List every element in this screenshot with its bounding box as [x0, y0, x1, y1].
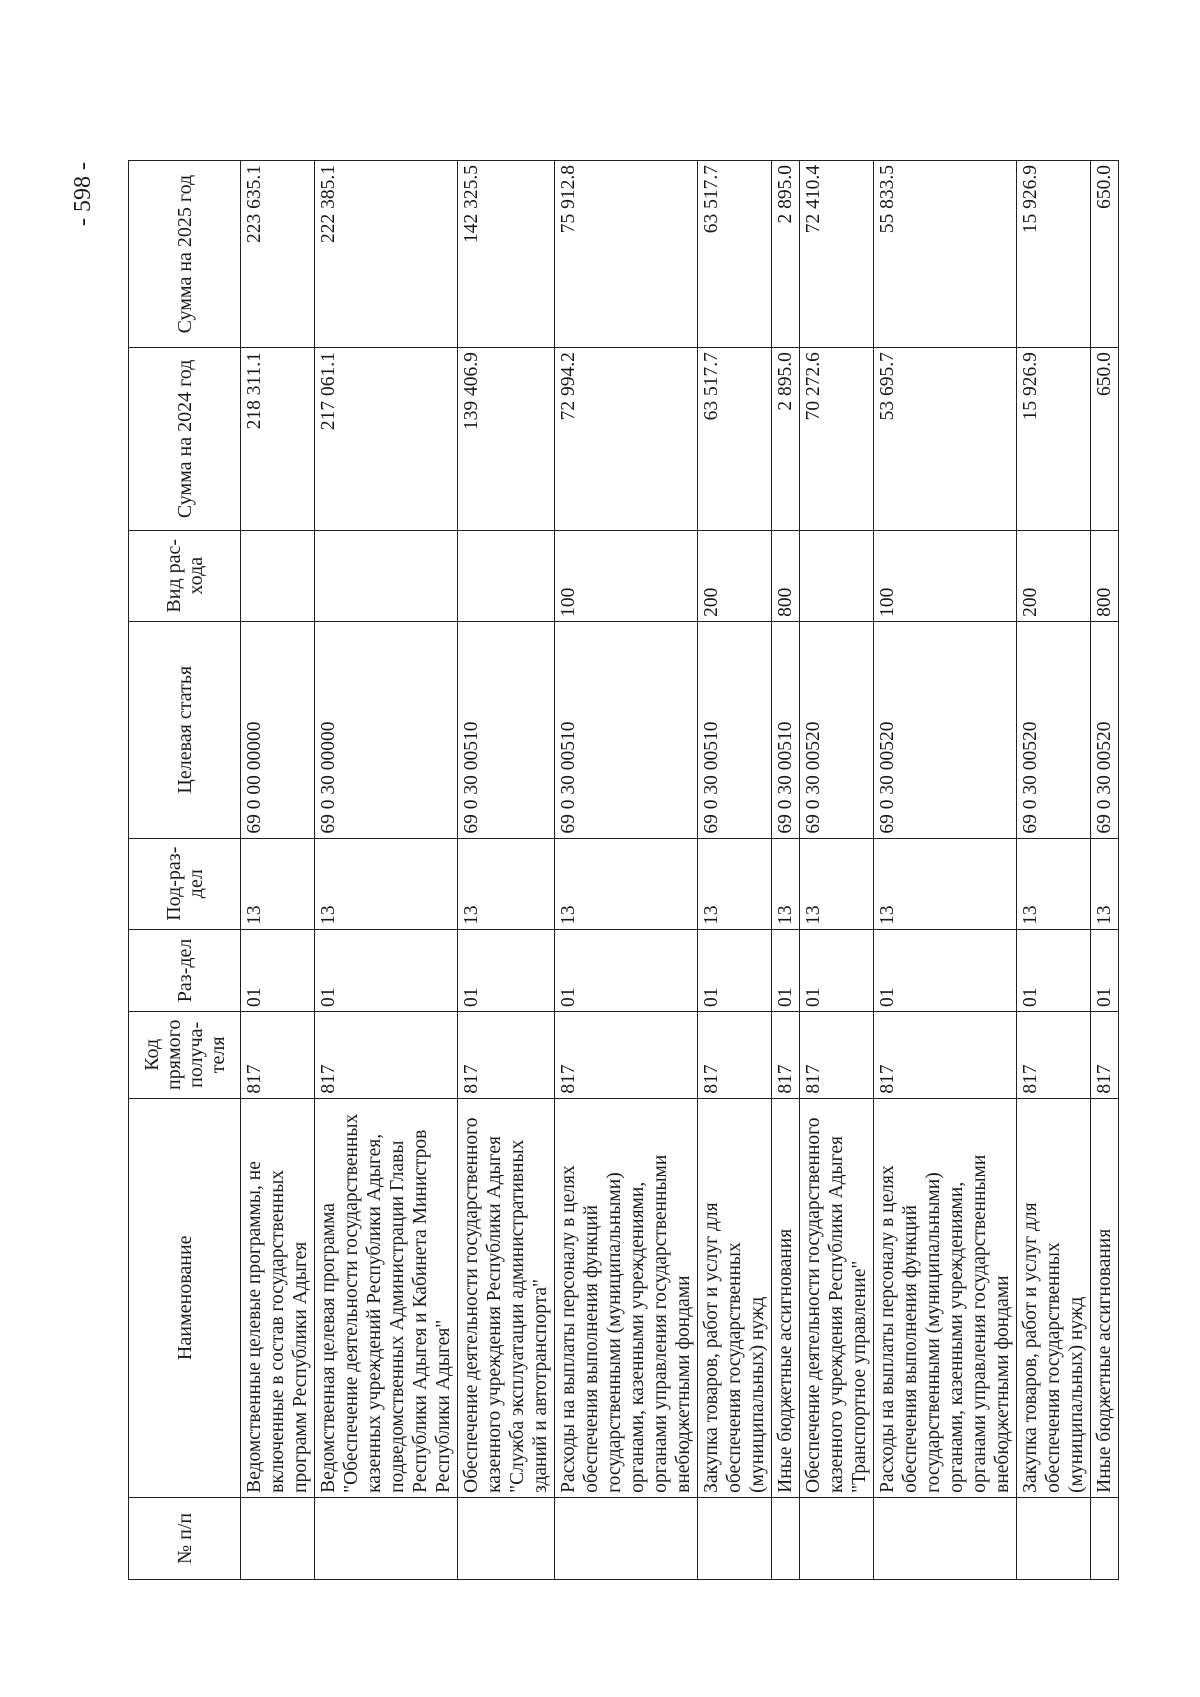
cell-vid: 800: [772, 530, 800, 621]
cell-kod: 817: [241, 1011, 315, 1098]
cell-no: [800, 1497, 874, 1579]
cell-no: [874, 1497, 1017, 1579]
cell-name: Обеспечение деятельности государственного казенного учреждения Республики Адыгея "Транспортное управление": [800, 1098, 874, 1497]
cell-name: Расходы на выплаты персоналу в целях обеспечения выполнения функций государственными (муниципальными) органами, казенными учреждениями, органами управления государственными внебюджетными фондами: [555, 1098, 698, 1497]
cell-vid: [458, 530, 555, 621]
cell-kod: 817: [458, 1011, 555, 1098]
table-row: [1091, 161, 1119, 1580]
cell-name: Расходы на выплаты персоналу в целях обеспечения выполнения функций государственными (муниципальными) органами, казенными учреждениями, органами управления государственными внебюджетными фондами: [874, 1098, 1017, 1497]
header-podrazdel: Под-раз-дел: [129, 838, 241, 929]
cell-kod: 817: [698, 1011, 772, 1098]
cell-no: [698, 1497, 772, 1579]
cell-vid: [800, 530, 874, 621]
table-row: [241, 161, 315, 1580]
cell-podrazdel: 13: [800, 838, 874, 929]
cell-razdel: 01: [772, 929, 800, 1011]
cell-celevaya: 69 0 00 00000: [241, 621, 315, 838]
cell-razdel: 01: [458, 929, 555, 1011]
table-header: [129, 161, 241, 1580]
cell-vid: 200: [1017, 530, 1091, 621]
header-vid: Вид рас-хода: [129, 530, 241, 621]
cell-kod: 817: [1017, 1011, 1091, 1098]
cell-razdel: 01: [1017, 929, 1091, 1011]
cell-podrazdel: 13: [458, 838, 555, 929]
header-kod: Код прямого получа-теля: [129, 1011, 241, 1098]
cell-celevaya: 69 0 30 00520: [1017, 621, 1091, 838]
cell-vid: [315, 530, 458, 621]
cell-name: Ведомственная целевая программа "Обеспечение деятельности государственных казенных учреждений Республики Адыгея, подведомственных Администрации Главы Республики Адыгея и Кабинета Министров Республики Адыгея": [315, 1098, 458, 1497]
cell-sum2024: 53 695.7: [874, 348, 1017, 531]
cell-celevaya: 69 0 30 00510: [698, 621, 772, 838]
cell-name: Иные бюджетные ассигнования: [1091, 1098, 1119, 1497]
cell-podrazdel: 13: [772, 838, 800, 929]
cell-no: [241, 1497, 315, 1579]
cell-kod: 817: [800, 1011, 874, 1098]
cell-sum2025: 55 833.5: [874, 161, 1017, 348]
cell-sum2024: 70 272.6: [800, 348, 874, 531]
table-body: [241, 161, 1119, 1580]
cell-celevaya: 69 0 30 00000: [315, 621, 458, 838]
cell-sum2024: 139 406.9: [458, 348, 555, 531]
table-row: [555, 161, 698, 1580]
cell-celevaya: 69 0 30 00510: [555, 621, 698, 838]
cell-razdel: 01: [1091, 929, 1119, 1011]
header-no: № п/п: [129, 1497, 241, 1579]
table-row: [772, 161, 800, 1580]
cell-podrazdel: 13: [1091, 838, 1119, 929]
cell-celevaya: 69 0 30 00520: [874, 621, 1017, 838]
cell-razdel: 01: [241, 929, 315, 1011]
header-razdel: Раз-дел: [129, 929, 241, 1011]
cell-sum2025: 63 517.7: [698, 161, 772, 348]
cell-kod: 817: [1091, 1011, 1119, 1098]
cell-kod: 817: [555, 1011, 698, 1098]
cell-no: [315, 1497, 458, 1579]
cell-razdel: 01: [800, 929, 874, 1011]
cell-name: Иные бюджетные ассигнования: [772, 1098, 800, 1497]
cell-no: [772, 1497, 800, 1579]
cell-sum2024: 72 994.2: [555, 348, 698, 531]
cell-sum2024: 218 311.1: [241, 348, 315, 531]
cell-podrazdel: 13: [874, 838, 1017, 929]
cell-celevaya: 69 0 30 00520: [1091, 621, 1119, 838]
cell-kod: 817: [874, 1011, 1017, 1098]
cell-celevaya: 69 0 30 00520: [800, 621, 874, 838]
cell-sum2024: 15 926.9: [1017, 348, 1091, 531]
cell-sum2025: 650.0: [1091, 161, 1119, 348]
header-sum2024: Сумма на 2024 год: [129, 348, 241, 531]
cell-name: Обеспечение деятельности государственного казенного учреждения Республики Адыгея "Служба эксплуатации административных зданий и автотранспорта": [458, 1098, 555, 1497]
cell-razdel: 01: [555, 929, 698, 1011]
cell-sum2024: 63 517.7: [698, 348, 772, 531]
cell-sum2025: 222 385.1: [315, 161, 458, 348]
cell-sum2024: 650.0: [1091, 348, 1119, 531]
cell-sum2025: 2 895.0: [772, 161, 800, 348]
cell-sum2025: 72 410.4: [800, 161, 874, 348]
page-number: - 598 -: [70, 162, 96, 226]
cell-no: [1091, 1497, 1119, 1579]
cell-sum2025: 223 635.1: [241, 161, 315, 348]
cell-vid: 800: [1091, 530, 1119, 621]
cell-podrazdel: 13: [241, 838, 315, 929]
cell-vid: 100: [874, 530, 1017, 621]
cell-no: [458, 1497, 555, 1579]
cell-sum2025: 75 912.8: [555, 161, 698, 348]
cell-name: Закупка товаров, работ и услуг для обеспечения государственных (муниципальных) нужд: [698, 1098, 772, 1497]
header-celevaya: Целевая статья: [129, 621, 241, 838]
table-row: [874, 161, 1017, 1580]
cell-razdel: 01: [315, 929, 458, 1011]
cell-kod: 817: [315, 1011, 458, 1098]
table-row: [800, 161, 874, 1580]
cell-vid: 200: [698, 530, 772, 621]
cell-podrazdel: 13: [315, 838, 458, 929]
table-row: [315, 161, 458, 1580]
cell-sum2025: 142 325.5: [458, 161, 555, 348]
cell-vid: [241, 530, 315, 621]
cell-razdel: 01: [874, 929, 1017, 1011]
cell-name: Ведомственные целевые программы, не включенные в состав государственных программ Республики Адыгея: [241, 1098, 315, 1497]
table-row: [698, 161, 772, 1580]
budget-table: [128, 160, 1119, 1580]
header-sum2025: Сумма на 2025 год: [129, 161, 241, 348]
page-header: [70, 160, 130, 1580]
cell-podrazdel: 13: [555, 838, 698, 929]
cell-kod: 817: [772, 1011, 800, 1098]
cell-sum2024: 217 061.1: [315, 348, 458, 531]
cell-sum2024: 2 895.0: [772, 348, 800, 531]
cell-vid: 100: [555, 530, 698, 621]
cell-podrazdel: 13: [698, 838, 772, 929]
cell-name: Закупка товаров, работ и услуг для обеспечения государственных (муниципальных) нужд: [1017, 1098, 1091, 1497]
header-name: Наименование: [129, 1098, 241, 1497]
cell-celevaya: 69 0 30 00510: [772, 621, 800, 838]
cell-razdel: 01: [698, 929, 772, 1011]
rotated-page: [70, 160, 1115, 1580]
cell-podrazdel: 13: [1017, 838, 1091, 929]
table-row: [458, 161, 555, 1580]
table-row: [1017, 161, 1091, 1580]
cell-no: [555, 1497, 698, 1579]
cell-no: [1017, 1497, 1091, 1579]
cell-sum2025: 15 926.9: [1017, 161, 1091, 348]
cell-celevaya: 69 0 30 00510: [458, 621, 555, 838]
